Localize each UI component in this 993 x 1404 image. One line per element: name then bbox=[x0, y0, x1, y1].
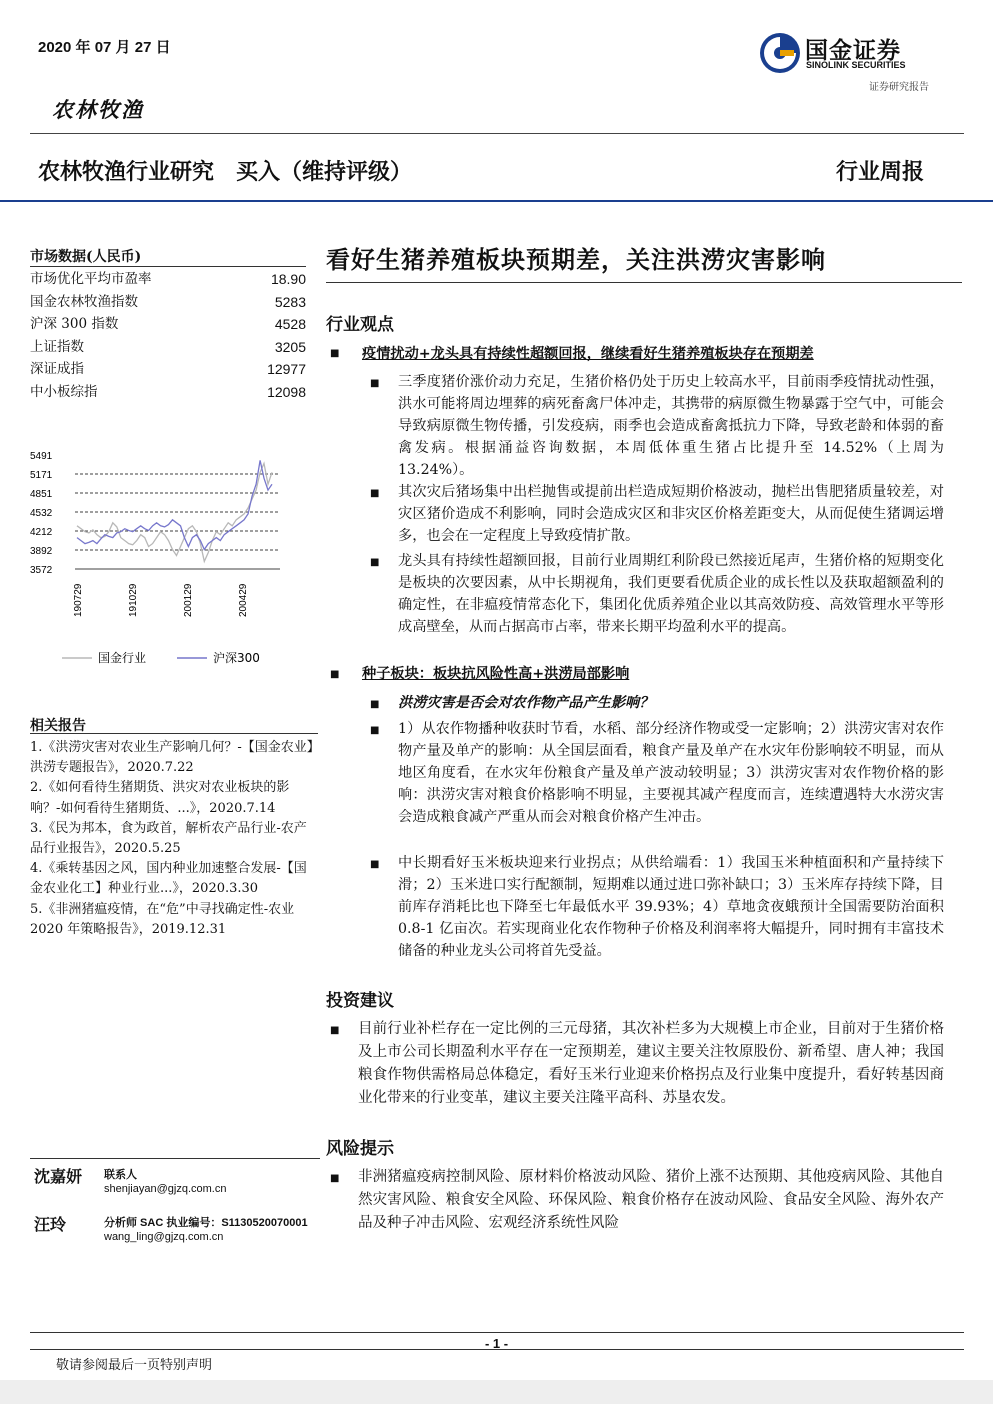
paragraph-flood-impact: 1）从农作物播种收获时节看，水稻、部分经济作物或受一定影响；2）洪涝灾害对农作物产量及单产的影响：从全国层面看，粮食产量及单产在水灾年份影响较不明显，而从地区角度看，在水灾年份粮食产量及单产波动较明显；3）洪涝灾害对农作物价格的影响：洪涝灾害对粮食价格影响不明显，主要视其减产程度而言，连续遭遇特大水涝灾害会造成粮食减产严重从而会对粮食价格产生冲击。 bbox=[398, 721, 944, 825]
analyst-info bbox=[104, 1216, 308, 1244]
analyst-role: 分析师 SAC 执业编号：S1130520070001 bbox=[104, 1217, 308, 1229]
section-title-risk: 风险提示 bbox=[326, 1139, 394, 1159]
related-report-item[interactable]: 2.《如何看待生猪期货、洪灾对农业板块的影响？-如何看待生猪期货、...》，2020.7.14 bbox=[30, 780, 290, 816]
series-line bbox=[77, 463, 272, 561]
y-tick-label: 5491 bbox=[30, 451, 53, 462]
market-label: 中小板综指 bbox=[30, 383, 98, 400]
footer-rule bbox=[30, 1332, 964, 1333]
related-report-item[interactable]: 4.《乘转基因之风，国内种业加速整合发展-【国金农业化工】种业行业...》，2020.3.30 bbox=[30, 861, 307, 897]
analyst-name: 沈嘉妍 bbox=[34, 1167, 83, 1186]
square-bullet-icon: ■ bbox=[370, 378, 380, 389]
market-label: 市场优化平均市盈率 bbox=[30, 271, 152, 287]
paragraph-pig-price: 三季度猪价涨价动力充足，生猪价格仍处于历史上较高水平，目前雨季疫情扰动性强，洪水可能将周边埋葬的病死畜禽尸体冲走，其携带的病原微生物暴露于空气中，可能会导致病原微生物传播，引发疫病，雨季也会造成畜禽抵抗力下降，导致老龄和体弱的畜禽发病。根据涌益咨询数据，本周低体重生猪占比提升至 14.52%（上周为 13.24%）。 bbox=[398, 374, 944, 478]
square-bullet-icon: ■ bbox=[370, 859, 380, 870]
logo-en: SINOLINK SECURITIES bbox=[806, 60, 906, 70]
related-report-item[interactable]: 1.《洪涝灾害对农业生产影响几何？-【国金农业】洪涝专题报告》，2020.7.22 bbox=[30, 740, 314, 776]
analyst-info bbox=[104, 1168, 226, 1196]
y-tick-label: 4532 bbox=[30, 507, 53, 519]
section-title-industry-view: 行业观点 bbox=[326, 315, 394, 335]
related-report-item[interactable]: 5.《非洲猪瘟疫情，在“危”中寻找确定性-农业 2020 年策略报告》，2019.12.31 bbox=[30, 901, 295, 937]
header-divider bbox=[30, 133, 964, 134]
x-tick-label: 190729 bbox=[73, 583, 84, 617]
square-bullet-icon: ■ bbox=[370, 557, 380, 568]
market-value: 12977 bbox=[267, 361, 306, 377]
analyst-email[interactable]: shenjiayan@gjzq.com.cn bbox=[104, 1183, 227, 1195]
main-title: 看好生猪养殖板块预期差，关注洪涝灾害影响 bbox=[326, 245, 826, 274]
analyst-email[interactable]: wang_ling@gjzq.com.cn bbox=[104, 1231, 224, 1243]
subheading-pig: 疫情扰动+龙头具有持续性超额回报，继续看好生猪养殖板块存在预期差 bbox=[362, 346, 814, 362]
legend-label: 国金行业 bbox=[98, 651, 147, 665]
market-row bbox=[30, 381, 306, 404]
market-label: 上证指数 bbox=[30, 338, 84, 355]
square-bullet-icon: ■ bbox=[330, 1173, 340, 1184]
analyst-rule-top bbox=[30, 1158, 320, 1159]
market-row bbox=[30, 358, 306, 381]
logo-icon bbox=[757, 30, 803, 76]
market-label: 沪深 300 指数 bbox=[30, 316, 119, 332]
paragraph-corn: 中长期看好玉米板块迎来行业拐点；从供给端看：1）我国玉米种植面积和产量持续下滑；2）玉米进口实行配额制，短期难以通过进口弥补缺口；3）玉米库存持续下降，目前库存消耗比也下降至七年最低水平 39.93%；4）草地贪夜蛾预计全国需要防治面积 0.8-1 亿亩次。若实现商业化农作物种子价格及利润率将大幅提升，同时拥有丰富技术储备的种业龙头公司将首先受益。 bbox=[398, 855, 944, 959]
logo-name: 国金证券 bbox=[805, 37, 901, 63]
related-report-item[interactable]: 3.《民为邦本，食为政首，解析农产品行业-农产品行业报告》，2020.5.25 bbox=[30, 820, 307, 857]
square-bullet-icon: ■ bbox=[330, 669, 340, 680]
footer-rule-lower bbox=[30, 1349, 964, 1350]
question-flood: 洪涝灾害是否会对农作物产品产生影响？ bbox=[398, 695, 654, 711]
report-type: 行业周报 bbox=[836, 159, 925, 185]
legend-label: 沪深300 bbox=[213, 651, 260, 665]
square-bullet-icon: ■ bbox=[330, 1025, 340, 1036]
x-tick-label: 200429 bbox=[238, 583, 249, 617]
market-value: 3205 bbox=[274, 338, 306, 355]
page-number: - 1 - bbox=[484, 1336, 509, 1351]
market-row bbox=[30, 268, 306, 291]
paragraph-post-disaster: 其次灾后猪场集中出栏抛售或提前出栏造成短期价格波动，抛栏出售肥猪质量较差，对灾区猪价造成不利影响，同时会造成灾区和非灾区价格差距变大，从而促使生猪调运增多，也会在一定程度上导致疫情扩散。 bbox=[398, 484, 944, 544]
analyst-name: 汪玲 bbox=[34, 1215, 67, 1234]
y-tick-label: 4212 bbox=[30, 526, 53, 538]
x-tick-label: 191029 bbox=[128, 583, 139, 617]
subheading-seeds: 种子板块：板块抗风险性高+洪涝局部影响 bbox=[362, 666, 630, 682]
market-row bbox=[30, 291, 306, 314]
market-data-table bbox=[30, 268, 306, 403]
related-reports-list bbox=[30, 738, 318, 940]
report-title: 农林牧渔行业研究 买入（维持评级） bbox=[38, 159, 413, 184]
square-bullet-icon: ■ bbox=[370, 725, 380, 736]
x-tick-label: 200129 bbox=[183, 583, 194, 617]
y-tick-label: 3572 bbox=[30, 565, 53, 576]
market-data-rule bbox=[30, 266, 306, 267]
square-bullet-icon: ■ bbox=[370, 699, 380, 710]
square-bullet-icon: ■ bbox=[370, 488, 380, 499]
market-value: 18.90 bbox=[270, 271, 306, 287]
market-row bbox=[30, 313, 306, 336]
index-chart bbox=[30, 440, 310, 680]
logo-subtitle: 证券研究报告 bbox=[869, 82, 929, 93]
y-tick-label: 4851 bbox=[30, 489, 53, 501]
market-data-title: 市场数据(人民币) bbox=[30, 249, 142, 265]
analyst-role: 联系人 bbox=[104, 1169, 137, 1181]
company-logo bbox=[757, 26, 957, 96]
section-title-investment: 投资建议 bbox=[326, 991, 394, 1011]
market-label: 深证成指 bbox=[30, 361, 84, 377]
market-value: 12098 bbox=[267, 383, 306, 400]
related-reports-rule bbox=[30, 733, 318, 734]
square-bullet-icon: ■ bbox=[330, 348, 340, 359]
y-tick-label: 3892 bbox=[30, 545, 53, 557]
sector-name: 农林牧渔 bbox=[52, 97, 144, 122]
market-value: 4528 bbox=[274, 316, 306, 332]
paragraph-risk: 非洲猪瘟疫病控制风险、原材料价格波动风险、猪价上涨不达预期、其他疫病风险、其他自然灾害风险、粮食安全风险、环保风险、粮食价格存在波动风险、食品安全风险、海外农产品及种子冲击风险、宏观经济系统性风险 bbox=[358, 1169, 944, 1231]
market-label: 国金农林牧渔指数 bbox=[30, 293, 138, 310]
related-reports-title: 相关报告 bbox=[30, 718, 86, 734]
paragraph-leaders: 龙头具有持续性超额回报，目前行业周期红利阶段已然接近尾声，生猪价格的短期变化是板块的次要因素，从中长期视角，我们更要看优质企业的成长性以及获取超额盈利的确定性，在非瘟疫情常态化下，集团化优质养殖企业以其高效防疫、高效管理水平等形成高壁垒，从而占据高市占率，带来长期平均盈利水平的提高。 bbox=[398, 553, 944, 635]
report-date: 2020 年 07 月 27 日 bbox=[38, 39, 171, 56]
paragraph-investment: 目前行业补栏存在一定比例的三元母猪，其次补栏多为大规模上市企业，目前对于生猪价格及上市公司长期盈利水平存在一定预期差，建议主要关注牧原股份、新希望、唐人神；我国粮食作物供需格局总体稳定，看好玉米行业迎来价格拐点及行业集中度提升，看好转基因商业化带来的行业变革，建议主要关注隆平高科、苏垦农发。 bbox=[358, 1021, 944, 1106]
main-title-rule bbox=[326, 282, 962, 283]
market-value: 5283 bbox=[274, 293, 306, 310]
y-tick-label: 5171 bbox=[30, 470, 53, 482]
header-bottom-rule bbox=[0, 200, 993, 202]
market-row bbox=[30, 336, 306, 359]
footer-bar bbox=[0, 1380, 993, 1404]
footer-disclaimer: 敬请参阅最后一页特别声明 bbox=[56, 1358, 213, 1373]
